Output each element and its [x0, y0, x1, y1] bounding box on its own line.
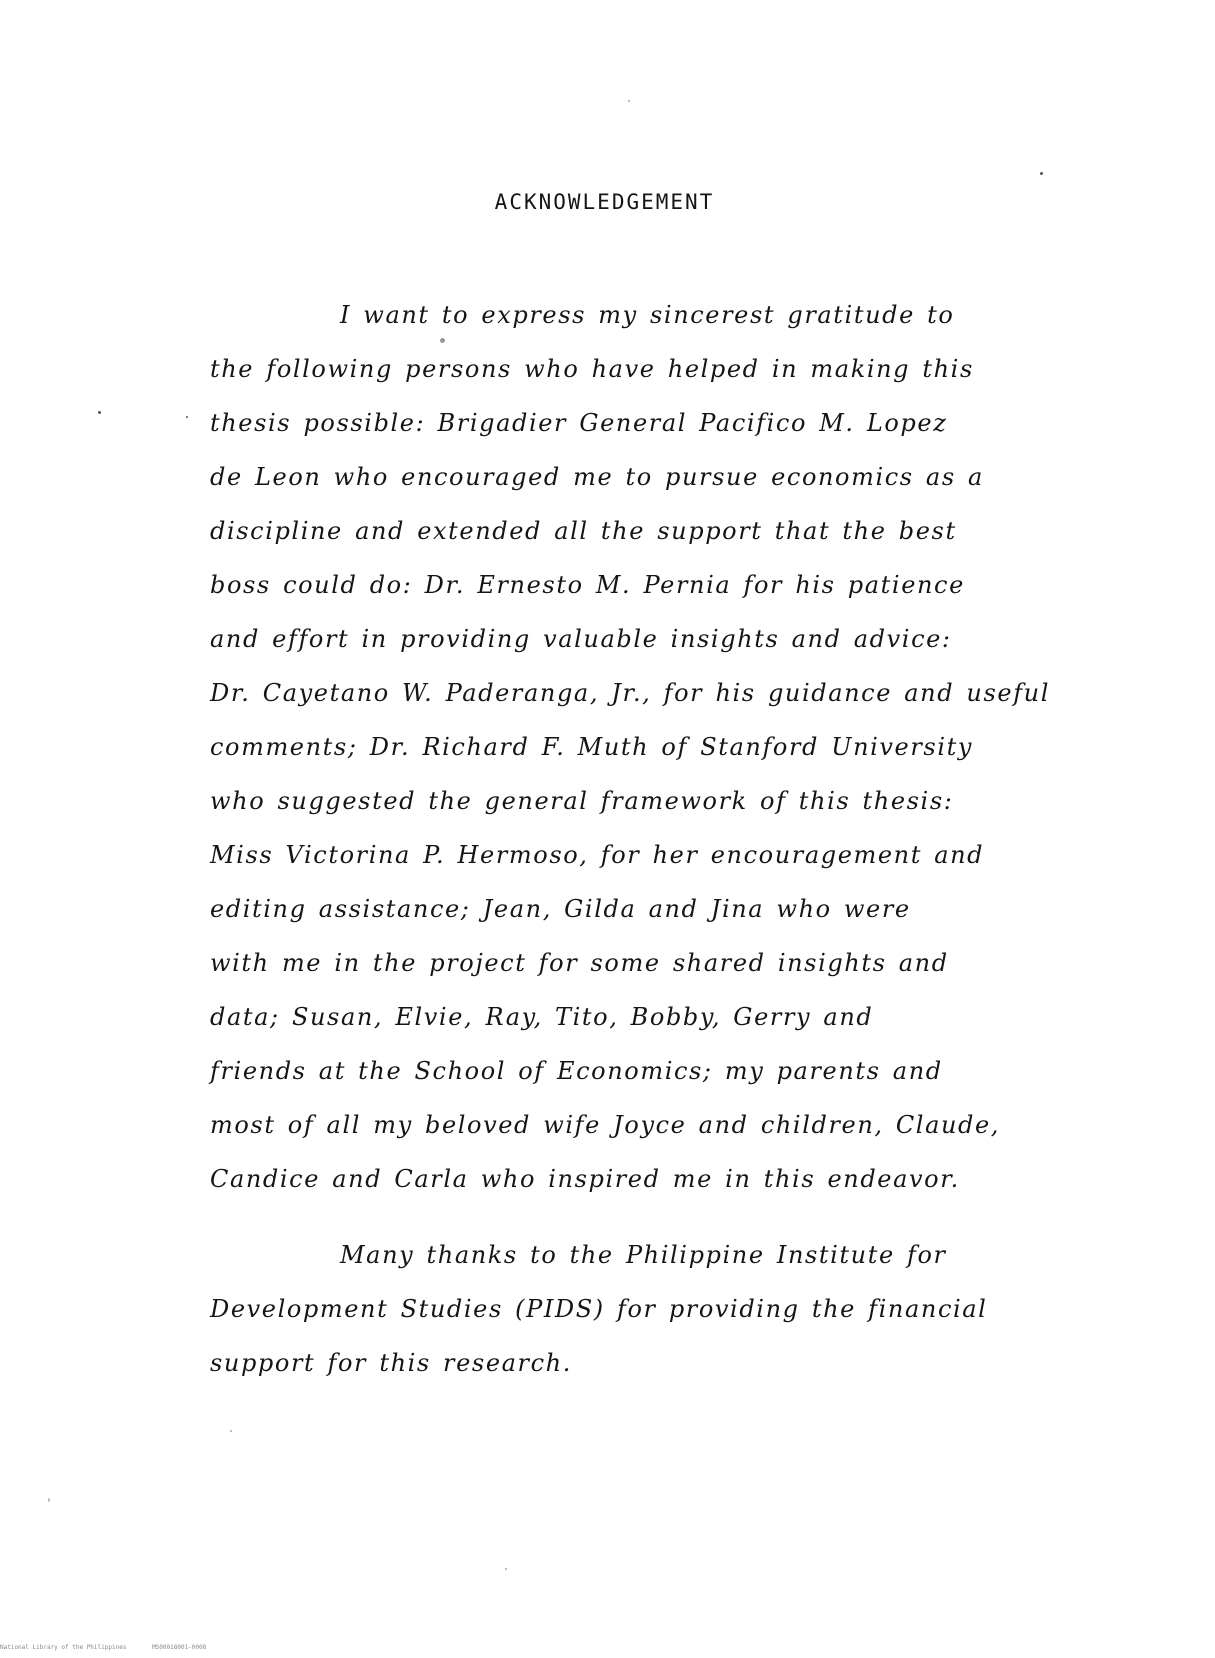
text-line: support for this research.	[210, 1349, 572, 1377]
text-line: editing assistance; Jean, Gilda and Jina who were	[210, 895, 911, 923]
text-line: thesis possible: Brigadier General Pacifico M. Lopez	[210, 409, 948, 437]
text-line: and effort in providing valuable insights and advice:	[210, 625, 952, 653]
acknowledgement-paragraph	[210, 288, 1110, 1206]
scan-speck	[186, 416, 188, 418]
scan-speck	[505, 1568, 507, 1570]
scan-speck	[48, 1498, 50, 1502]
text-line: friends at the School of Economics; my parents and	[210, 1057, 943, 1085]
text-line: Candice and Carla who inspired me in this endeavor.	[210, 1165, 960, 1193]
text-line: discipline and extended all the support that the best	[210, 517, 957, 545]
scan-speck	[440, 338, 445, 343]
text-line: with me in the project for some shared insights and	[210, 949, 949, 977]
footer-source: National Library of the Philippines	[0, 1644, 127, 1651]
scan-speck	[98, 411, 101, 414]
text-line: data; Susan, Elvie, Ray, Tito, Bobby, Gerry and	[210, 1003, 874, 1031]
scan-speck	[230, 1430, 232, 1432]
text-line: Development Studies (PIDS) for providing the financial	[210, 1295, 988, 1323]
scan-speck	[1040, 172, 1043, 175]
text-line: boss could do: Dr. Ernesto M. Pernia for his patience	[210, 571, 965, 599]
text-line: Dr. Cayetano W. Paderanga, Jr., for his guidance and useful	[210, 679, 1051, 707]
text-line: Many thanks to the Philippine Institute for	[340, 1241, 947, 1269]
scan-footer	[0, 1644, 228, 1651]
page-title: ACKNOWLEDGEMENT	[494, 190, 715, 214]
footer-id: MS00018001-0008	[152, 1644, 207, 1651]
scan-speck	[628, 100, 630, 102]
text-line: comments; Dr. Richard F. Muth of Stanford University	[210, 733, 974, 761]
text-line: most of all my beloved wife Joyce and children, Claude,	[210, 1111, 1001, 1139]
text-line: de Leon who encouraged me to pursue economics as a	[210, 463, 984, 491]
funding-paragraph	[210, 1228, 1110, 1390]
text-line: Miss Victorina P. Hermoso, for her encouragement and	[210, 841, 985, 869]
text-line: I want to express my sincerest gratitude to	[340, 301, 955, 329]
text-line: who suggested the general framework of this thesis:	[210, 787, 954, 815]
text-line: the following persons who have helped in making this	[210, 355, 974, 383]
